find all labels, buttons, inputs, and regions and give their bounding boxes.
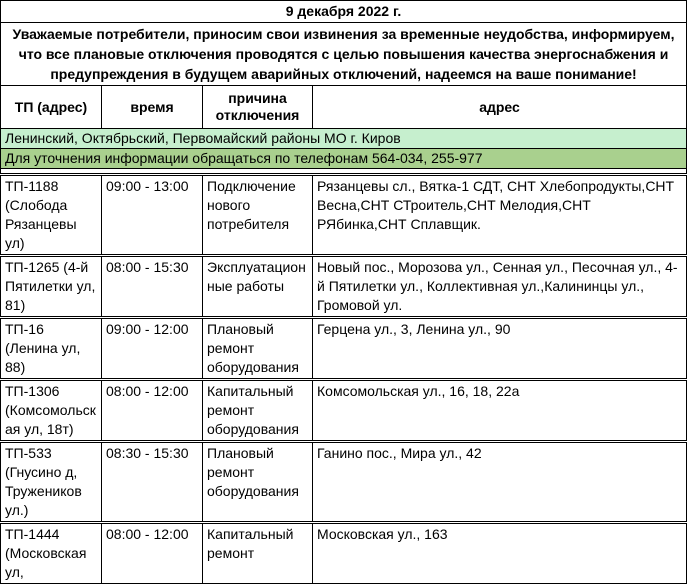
table-row <box>1 523 687 584</box>
column-header-reason: причина отключения <box>203 86 313 129</box>
reason-cell: Эксплуатационные работы <box>203 256 313 318</box>
address-cell: Ганино пос., Мира ул., 42 <box>313 442 687 523</box>
table-row <box>1 442 687 523</box>
apology-message: Уважаемые потребители, приносим свои извинения за временные неудобства, информируем, что все плановые отключения проводятся с целью повышения качества энергоснабжения и предупреждения в будущем аварийных отключений, надеемся на ваше понимание! <box>1 23 687 86</box>
column-header-address: адрес <box>313 86 687 129</box>
address-cell: Московская ул., 163 <box>313 523 687 584</box>
time-cell: 08:00 - 15:30 <box>102 256 203 318</box>
column-header-tp: ТП (адрес) <box>1 86 102 129</box>
message-row <box>1 23 687 86</box>
time-cell: 09:00 - 13:00 <box>102 175 203 256</box>
tp-cell: ТП-16 (Ленина ул, 88) <box>1 318 102 380</box>
reason-cell: Капитальный ремонт <box>203 523 313 584</box>
tp-cell: ТП-1188 (Слобода Рязанцевы ул) <box>1 175 102 256</box>
address-cell: Герцена ул., 3, Ленина ул., 90 <box>313 318 687 380</box>
tp-cell: ТП-1265 (4-й Пятилетки ул, 81) <box>1 256 102 318</box>
column-header-row <box>1 86 687 129</box>
time-cell: 09:00 - 12:00 <box>102 318 203 380</box>
phones-row <box>1 149 687 169</box>
column-header-time: время <box>102 86 203 129</box>
address-cell: Рязанцевы сл., Вятка-1 СДТ, СНТ Хлебопродукты,СНТ Весна,СНТ СТроитель,СНТ Мелодия,СНТ РЯбинка,СНТ Сплавщик. <box>313 175 687 256</box>
table-row <box>1 318 687 380</box>
time-cell: 08:00 - 12:00 <box>102 523 203 584</box>
report-date: 9 декабря 2022 г. <box>1 1 687 23</box>
table-row <box>1 380 687 442</box>
time-cell: 08:30 - 15:30 <box>102 442 203 523</box>
address-cell: Новый пос., Морозова ул., Сенная ул., Песочная ул., 4-й Пятилетки ул., Коллективная ул.,Калининцы ул., Громовой ул. <box>313 256 687 318</box>
tp-cell: ТП-533 (Гнусино д, Тружеников ул.) <box>1 442 102 523</box>
table-row <box>1 175 687 256</box>
reason-cell: Плановый ремонт оборудования <box>203 318 313 380</box>
table-row <box>1 256 687 318</box>
reason-cell: Подключение нового потребителя <box>203 175 313 256</box>
phones-label: Для уточнения информации обращаться по телефонам 564-034, 255-977 <box>1 149 687 169</box>
reason-cell: Плановый ремонт оборудования <box>203 442 313 523</box>
tp-cell: ТП-1444 (Московская ул, <box>1 523 102 584</box>
reason-cell: Капитальный ремонт оборудования <box>203 380 313 442</box>
address-cell: Комсомольская ул., 16, 18, 22а <box>313 380 687 442</box>
districts-row <box>1 129 687 149</box>
districts-label: Ленинский, Октябрьский, Первомайский районы МО г. Киров <box>1 129 687 149</box>
date-row <box>1 1 687 23</box>
tp-cell: ТП-1306 (Комсомольская ул, 18т) <box>1 380 102 442</box>
time-cell: 08:00 - 12:00 <box>102 380 203 442</box>
